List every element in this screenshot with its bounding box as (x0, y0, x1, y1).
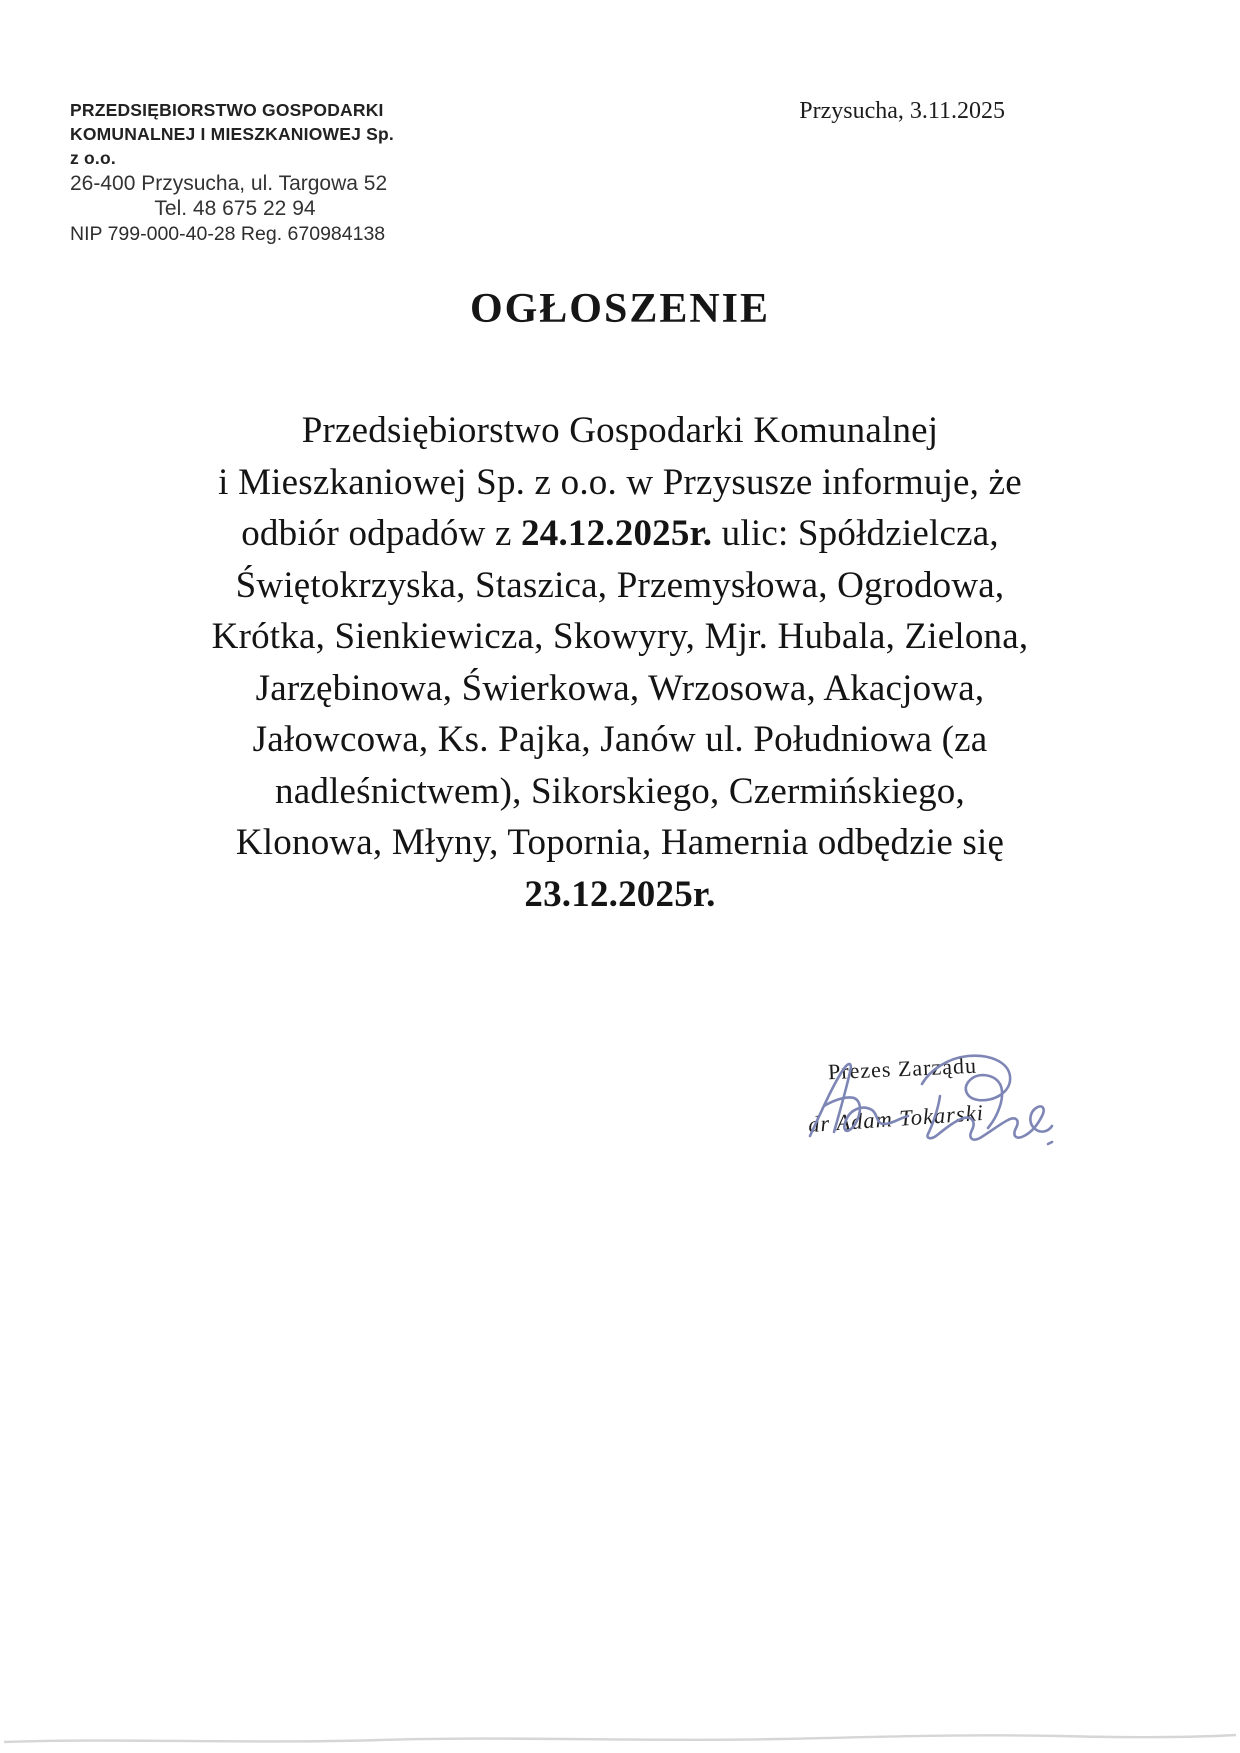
letterhead-address: 26-400 Przysucha, ul. Targowa 52 (70, 172, 388, 195)
body-line-7: Jałowcowa, Ks. Pajka, Janów ul. Południowa (za (252, 719, 988, 760)
place-date-line: Przysucha, 3.11.2025 (799, 98, 1005, 124)
body-line-10-new-date: 23.12.2025r. (524, 873, 716, 915)
document-title: OGŁOSZENIE (469, 286, 771, 332)
fold-line-path (4, 1735, 1236, 1742)
body-line-3 (90, 508, 1150, 560)
letterhead-stamp (70, 98, 400, 246)
body-line-4: Świętokrzyska, Staszica, Przemysłowa, Ogrodowa, (235, 564, 1005, 606)
letterhead-company-line2: KOMUNALNEJ I MIESZKANIOWEJ Sp. z o.o. (70, 124, 394, 168)
body-line-1: Przedsiębiorstwo Gospodarki Komunalnej (301, 410, 939, 451)
cancelled-date: 24.12.2025r. (521, 513, 713, 554)
letterhead-nip-reg: NIP 799-000-40-28 Reg. 670984138 (70, 223, 386, 245)
letterhead-phone: Tel. 48 675 22 94 (154, 197, 316, 220)
body-line-3-pre: odbiór odpadów z (241, 513, 522, 554)
announcement-body (90, 405, 1150, 920)
body-line-8: nadleśnictwem), Sikorskiego, Czermińskiego, (275, 770, 965, 812)
signatory-role: Prezes Zarządu (827, 1052, 978, 1085)
signatory-name: dr Adam Tokarski (807, 1099, 985, 1138)
body-line-6: Jarzębinowa, Świerkowa, Wrzosowa, Akacjowa, (255, 667, 985, 709)
scan-fold-artifact (0, 1726, 1240, 1750)
body-line-5: Krótka, Sienkiewicza, Skowyry, Mjr. Hubala, Zielona, (211, 616, 1029, 657)
body-line-9: Klonowa, Młyny, Topornia, Hamernia odbędzie się (235, 822, 1005, 863)
body-line-3-post: ulic: Spółdzielcza, (712, 513, 999, 554)
signature-block (790, 1048, 1050, 1158)
body-line-2: i Mieszkaniowej Sp. z o.o. w Przysusze informuje, że (218, 461, 1022, 503)
letterhead-company-line1: PRZEDSIĘBIORSTWO GOSPODARKI (70, 100, 384, 120)
